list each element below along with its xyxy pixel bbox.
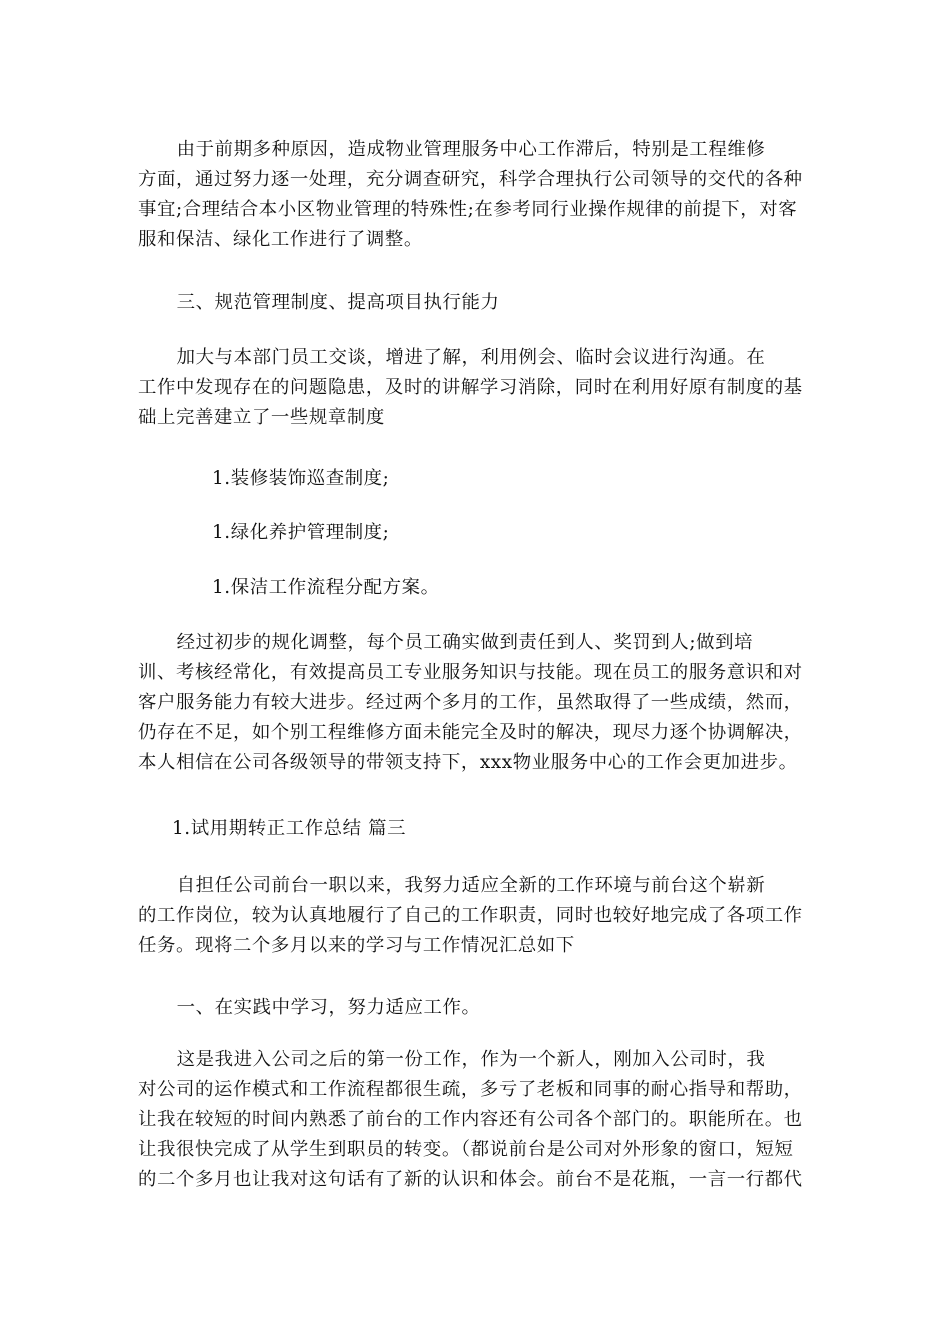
text-line: 一、在实践中学习，努力适应工作。 (176, 997, 481, 1018)
text-line: 1.装修装饰巡查制度; (212, 468, 390, 489)
text-line: 客户服务能力有较大进步。经过两个多月的工作，虽然取得了一些成绩，然而， (138, 692, 803, 713)
paragraph-property-service-intro (138, 135, 810, 255)
text-line: 训、考核经常化，有效提高员工专业服务知识与技能。现在员工的服务意识和对 (138, 662, 803, 683)
text-line: 加大与本部门员工交谈，增进了解，利用例会、临时会议进行沟通。在 (176, 347, 766, 368)
section-heading-management-system (138, 288, 810, 318)
text-line: 服和保洁、绿化工作进行了调整。 (138, 229, 423, 250)
text-line: 1.保洁工作流程分配方案。 (212, 577, 440, 598)
text-line: 任务。现将二个多月以来的学习与工作情况汇总如下 (138, 935, 575, 956)
section-heading-learning-in-practice (138, 993, 810, 1023)
list-item-decoration-inspection (138, 464, 810, 494)
paragraph-first-job (138, 1045, 810, 1195)
text-line: 1.试用期转正工作总结 篇三 (172, 818, 407, 839)
text-line: 由于前期多种原因，造成物业管理服务中心工作滞后，特别是工程维修 (176, 139, 766, 160)
paragraph-front-desk-intro (138, 871, 810, 961)
text-line: 这是我进入公司之后的第一份工作，作为一个新人，刚加入公司时，我 (176, 1049, 766, 1070)
text-line: 的二个多月也让我对这句话有了新的认识和体会。前台不是花瓶，一言一行都代 (138, 1169, 803, 1190)
list-item-greening-maintenance (138, 518, 810, 548)
text-line: 的工作岗位，较为认真地履行了自己的工作职责，同时也较好地完成了各项工作 (138, 905, 803, 926)
text-line: 三、规范管理制度、提高项目执行能力 (176, 292, 500, 313)
paragraph-adjustment-results (138, 628, 810, 778)
text-line: 方面，通过努力逐一处理，充分调查研究，科学合理执行公司领导的交代的各种 (138, 169, 803, 190)
text-line: 对公司的运作模式和工作流程都很生疏，多亏了老板和同事的耐心指导和帮助， (138, 1079, 803, 1100)
text-line: 让我在较短的时间内熟悉了前台的工作内容还有公司各个部门的。职能所在。也 (138, 1109, 803, 1130)
section-heading-probation-summary (138, 814, 810, 844)
text-line: 自担任公司前台一职以来，我努力适应全新的工作环境与前台这个崭新 (176, 875, 766, 896)
text-line: 仍存在不足，如个别工程维修方面未能完全及时的解决，现尽力逐个协调解决， (138, 722, 803, 743)
text-line: 让我很快完成了从学生到职员的转变。（都说前台是公司对外形象的窗口，短短 (138, 1139, 794, 1160)
text-line: 1.绿化养护管理制度; (212, 522, 390, 543)
text-line: 经过初步的规化调整，每个员工确实做到责任到人、奖罚到人;做到培 (176, 632, 754, 653)
text-line: 本人相信在公司各级领导的带领支持下，xxx物业服务中心的工作会更加进步。 (138, 752, 798, 773)
list-item-cleaning-workflow (138, 573, 810, 603)
text-line: 工作中发现存在的问题隐患，及时的讲解学习消除，同时在利用好原有制度的基 (138, 377, 803, 398)
paragraph-staff-communication (138, 343, 810, 433)
text-line: 础上完善建立了一些规章制度 (138, 407, 385, 428)
text-line: 事宜;合理结合本小区物业管理的特殊性;在参考同行业操作规律的前提下，对客 (138, 199, 798, 220)
